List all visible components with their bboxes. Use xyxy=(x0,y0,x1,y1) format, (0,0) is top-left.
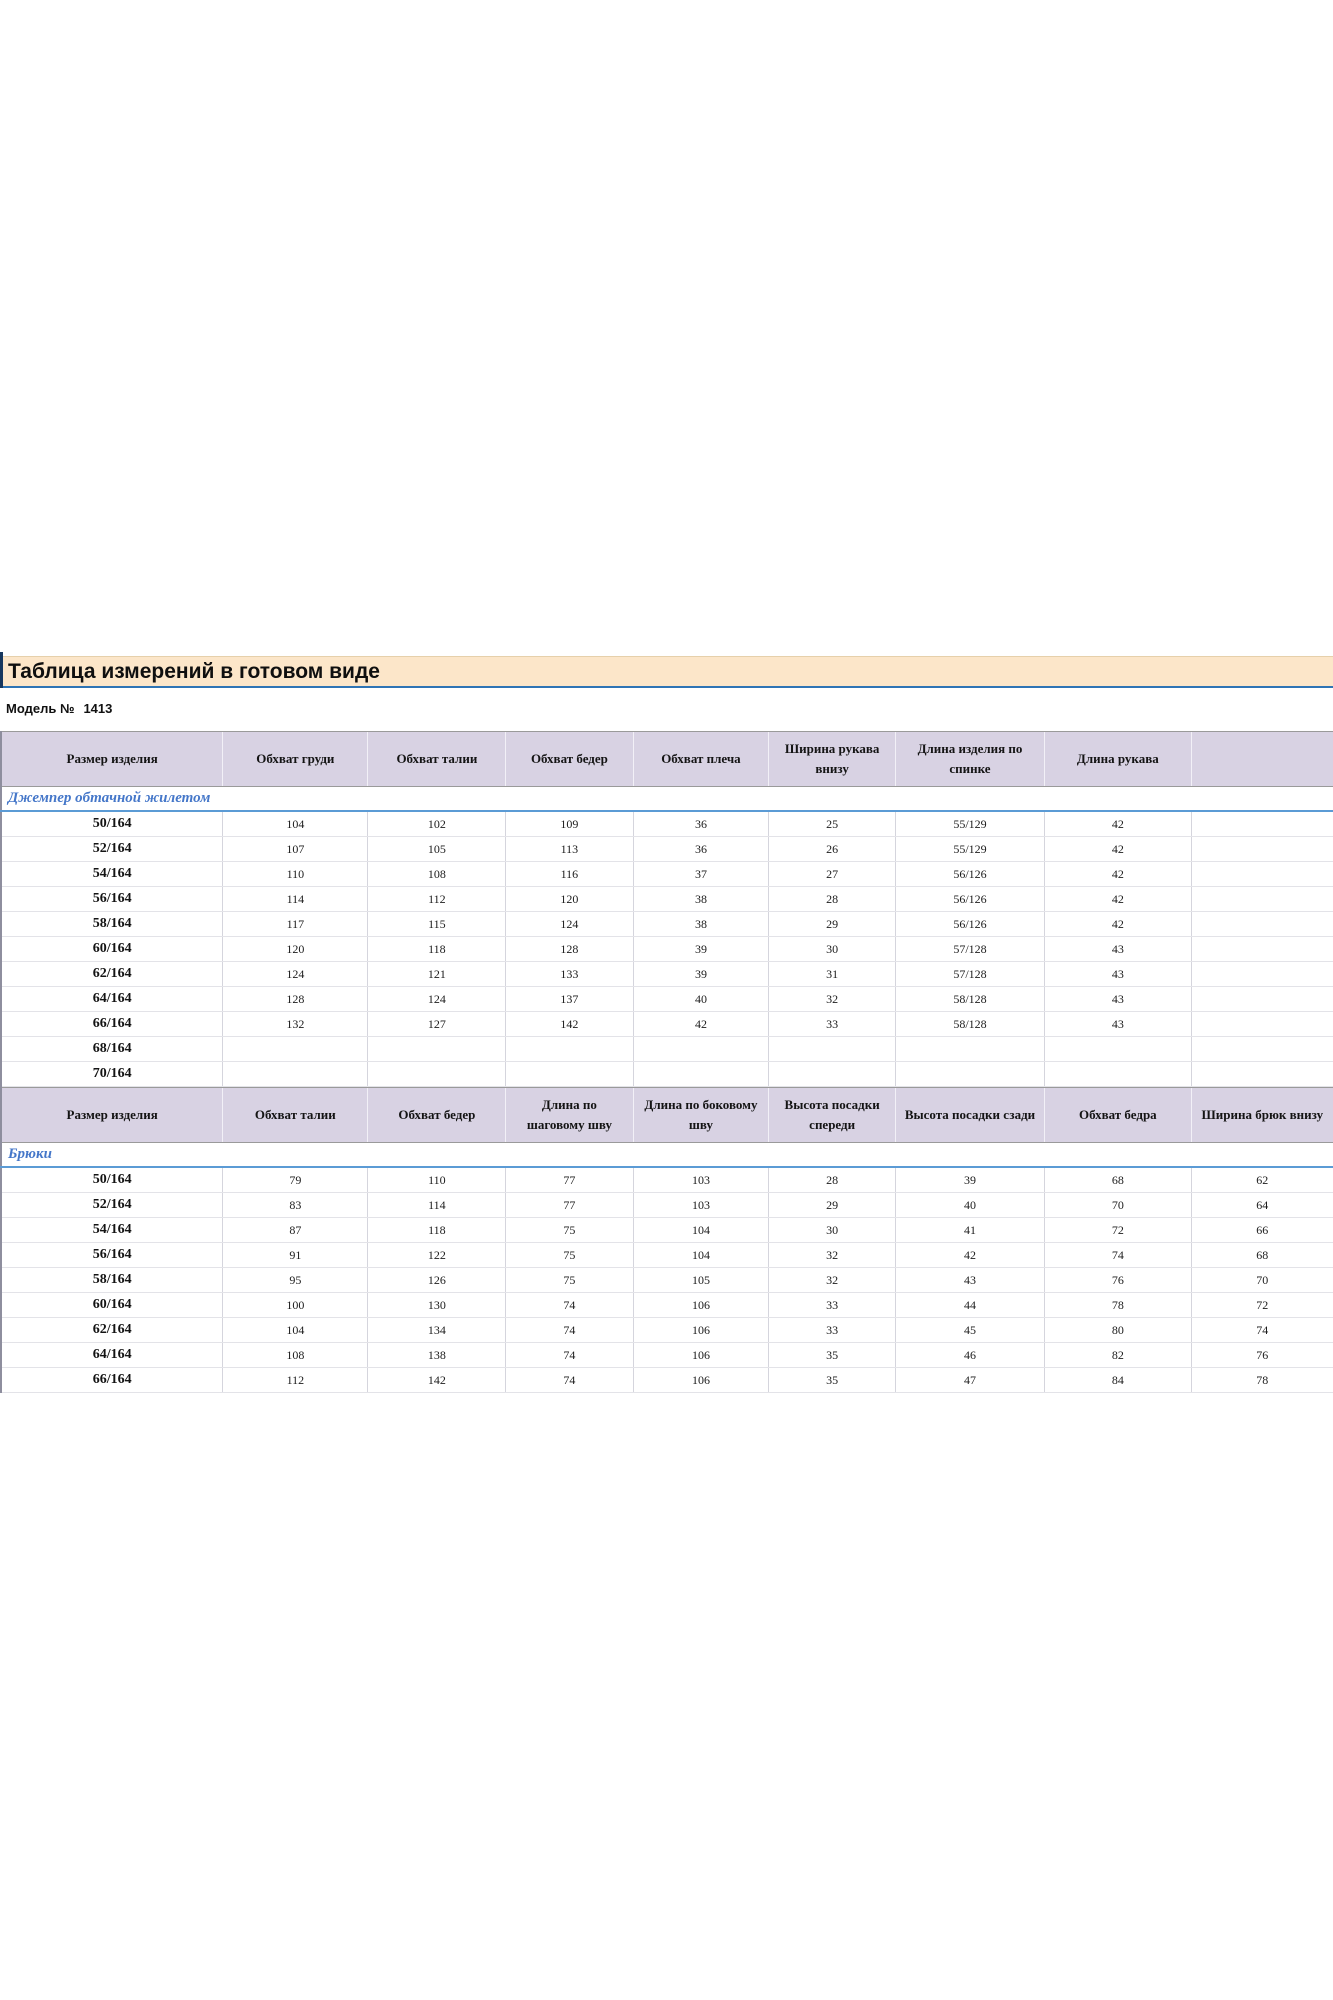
value-cell: 42 xyxy=(1045,837,1192,862)
value-cell: 108 xyxy=(223,1343,368,1368)
section-title: Брюки xyxy=(1,1143,1333,1168)
size-cell: 64/164 xyxy=(1,987,223,1012)
value-cell: 126 xyxy=(368,1268,506,1293)
value-cell xyxy=(223,1037,368,1062)
value-cell: 33 xyxy=(769,1012,896,1037)
value-cell: 104 xyxy=(633,1243,769,1268)
value-cell: 57/128 xyxy=(895,962,1044,987)
value-cell: 106 xyxy=(633,1293,769,1318)
value-cell: 74 xyxy=(1191,1318,1333,1343)
value-cell: 44 xyxy=(895,1293,1044,1318)
value-cell xyxy=(1045,1062,1192,1087)
value-cell: 30 xyxy=(769,1218,896,1243)
value-cell: 72 xyxy=(1045,1218,1192,1243)
header-cell: Ширина рукава внизу xyxy=(769,732,896,787)
table-row xyxy=(1,1037,1333,1062)
size-cell: 54/164 xyxy=(1,1218,223,1243)
value-cell: 42 xyxy=(1045,811,1192,837)
value-cell xyxy=(633,1062,769,1087)
value-cell: 116 xyxy=(506,862,633,887)
size-cell: 50/164 xyxy=(1,811,223,837)
value-cell: 32 xyxy=(769,1243,896,1268)
value-cell xyxy=(895,1037,1044,1062)
value-cell: 130 xyxy=(368,1293,506,1318)
title-accent-bar xyxy=(0,652,3,688)
value-cell: 41 xyxy=(895,1218,1044,1243)
value-cell: 74 xyxy=(506,1343,633,1368)
value-cell: 104 xyxy=(633,1218,769,1243)
value-cell: 114 xyxy=(368,1193,506,1218)
value-cell xyxy=(1191,987,1333,1012)
value-cell: 74 xyxy=(1045,1243,1192,1268)
value-cell: 28 xyxy=(769,887,896,912)
header-cell: Обхват талии xyxy=(223,1088,368,1143)
value-cell xyxy=(1045,1037,1192,1062)
value-cell xyxy=(1191,1037,1333,1062)
value-cell xyxy=(1191,962,1333,987)
value-cell xyxy=(1191,811,1333,837)
value-cell: 138 xyxy=(368,1343,506,1368)
value-cell: 74 xyxy=(506,1318,633,1343)
value-cell: 28 xyxy=(769,1167,896,1193)
header-cell: Высота посадки спереди xyxy=(769,1088,896,1143)
header-cell: Длина рукава xyxy=(1045,732,1192,787)
value-cell: 72 xyxy=(1191,1293,1333,1318)
value-cell: 128 xyxy=(223,987,368,1012)
value-cell xyxy=(1191,887,1333,912)
size-cell: 52/164 xyxy=(1,1193,223,1218)
value-cell: 64 xyxy=(1191,1193,1333,1218)
value-cell: 110 xyxy=(368,1167,506,1193)
size-cell: 56/164 xyxy=(1,887,223,912)
value-cell: 62 xyxy=(1191,1167,1333,1193)
value-cell: 39 xyxy=(633,937,769,962)
header-cell: Обхват плеча xyxy=(633,732,769,787)
header-cell xyxy=(1191,732,1333,787)
value-cell: 133 xyxy=(506,962,633,987)
size-cell: 62/164 xyxy=(1,1318,223,1343)
value-cell: 58/128 xyxy=(895,987,1044,1012)
table-row xyxy=(1,1243,1333,1268)
size-cell: 64/164 xyxy=(1,1343,223,1368)
size-cell: 68/164 xyxy=(1,1037,223,1062)
value-cell xyxy=(769,1037,896,1062)
value-cell: 32 xyxy=(769,987,896,1012)
section-row xyxy=(1,787,1333,812)
value-cell: 142 xyxy=(506,1012,633,1037)
value-cell: 87 xyxy=(223,1218,368,1243)
value-cell xyxy=(506,1062,633,1087)
table-row xyxy=(1,1012,1333,1037)
value-cell: 105 xyxy=(368,837,506,862)
table-row xyxy=(1,937,1333,962)
size-cell: 58/164 xyxy=(1,1268,223,1293)
value-cell: 128 xyxy=(506,937,633,962)
header-cell: Высота посадки сзади xyxy=(895,1088,1044,1143)
table-row xyxy=(1,811,1333,837)
value-cell: 132 xyxy=(223,1012,368,1037)
value-cell: 57/128 xyxy=(895,937,1044,962)
value-cell: 100 xyxy=(223,1293,368,1318)
value-cell: 107 xyxy=(223,837,368,862)
header-cell: Длина по шаговому шву xyxy=(506,1088,633,1143)
value-cell: 55/129 xyxy=(895,837,1044,862)
value-cell: 109 xyxy=(506,811,633,837)
value-cell: 30 xyxy=(769,937,896,962)
size-cell: 56/164 xyxy=(1,1243,223,1268)
table-row xyxy=(1,1193,1333,1218)
value-cell: 35 xyxy=(769,1343,896,1368)
value-cell: 75 xyxy=(506,1218,633,1243)
value-cell: 42 xyxy=(1045,887,1192,912)
value-cell: 45 xyxy=(895,1318,1044,1343)
header-cell: Размер изделия xyxy=(1,1088,223,1143)
header-cell: Обхват груди xyxy=(223,732,368,787)
table-row xyxy=(1,887,1333,912)
header-row xyxy=(1,1088,1333,1143)
value-cell: 37 xyxy=(633,862,769,887)
size-cell: 70/164 xyxy=(1,1062,223,1087)
value-cell: 42 xyxy=(1045,862,1192,887)
value-cell: 114 xyxy=(223,887,368,912)
measurement-table-trousers xyxy=(0,1087,1333,1393)
value-cell: 76 xyxy=(1191,1343,1333,1368)
value-cell: 43 xyxy=(1045,987,1192,1012)
table-row xyxy=(1,1343,1333,1368)
value-cell: 29 xyxy=(769,1193,896,1218)
value-cell: 66 xyxy=(1191,1218,1333,1243)
value-cell: 137 xyxy=(506,987,633,1012)
value-cell: 77 xyxy=(506,1193,633,1218)
value-cell xyxy=(1191,937,1333,962)
header-cell: Обхват бедра xyxy=(1045,1088,1192,1143)
value-cell: 84 xyxy=(1045,1368,1192,1393)
value-cell xyxy=(368,1037,506,1062)
size-cell: 62/164 xyxy=(1,962,223,987)
value-cell: 40 xyxy=(895,1193,1044,1218)
value-cell: 120 xyxy=(223,937,368,962)
table-row xyxy=(1,1368,1333,1393)
value-cell: 74 xyxy=(506,1368,633,1393)
header-cell: Размер изделия xyxy=(1,732,223,787)
value-cell: 134 xyxy=(368,1318,506,1343)
measurement-table-jumper xyxy=(0,731,1333,1087)
value-cell: 25 xyxy=(769,811,896,837)
value-cell: 122 xyxy=(368,1243,506,1268)
value-cell: 103 xyxy=(633,1193,769,1218)
table-row xyxy=(1,1167,1333,1193)
value-cell: 120 xyxy=(506,887,633,912)
size-cell: 60/164 xyxy=(1,1293,223,1318)
value-cell: 124 xyxy=(223,962,368,987)
value-cell: 39 xyxy=(633,962,769,987)
table-row xyxy=(1,1318,1333,1343)
table-row xyxy=(1,1218,1333,1243)
table-row xyxy=(1,862,1333,887)
value-cell: 79 xyxy=(223,1167,368,1193)
value-cell: 33 xyxy=(769,1318,896,1343)
value-cell: 43 xyxy=(895,1268,1044,1293)
value-cell: 36 xyxy=(633,811,769,837)
value-cell xyxy=(223,1062,368,1087)
value-cell: 70 xyxy=(1191,1268,1333,1293)
value-cell: 113 xyxy=(506,837,633,862)
value-cell: 38 xyxy=(633,912,769,937)
value-cell: 43 xyxy=(1045,962,1192,987)
value-cell: 46 xyxy=(895,1343,1044,1368)
value-cell: 91 xyxy=(223,1243,368,1268)
value-cell: 39 xyxy=(895,1167,1044,1193)
table-row xyxy=(1,1268,1333,1293)
table-row xyxy=(1,987,1333,1012)
value-cell: 55/129 xyxy=(895,811,1044,837)
value-cell: 118 xyxy=(368,937,506,962)
value-cell: 127 xyxy=(368,1012,506,1037)
value-cell: 56/126 xyxy=(895,887,1044,912)
size-cell: 52/164 xyxy=(1,837,223,862)
table-row xyxy=(1,912,1333,937)
value-cell: 103 xyxy=(633,1167,769,1193)
spreadsheet-page xyxy=(0,656,1333,1393)
value-cell: 124 xyxy=(368,987,506,1012)
value-cell: 35 xyxy=(769,1368,896,1393)
size-cell: 66/164 xyxy=(1,1012,223,1037)
value-cell: 105 xyxy=(633,1268,769,1293)
value-cell: 102 xyxy=(368,811,506,837)
value-cell: 77 xyxy=(506,1167,633,1193)
value-cell: 112 xyxy=(223,1368,368,1393)
value-cell: 29 xyxy=(769,912,896,937)
value-cell: 118 xyxy=(368,1218,506,1243)
value-cell: 38 xyxy=(633,887,769,912)
value-cell: 106 xyxy=(633,1368,769,1393)
value-cell: 36 xyxy=(633,837,769,862)
value-cell: 106 xyxy=(633,1318,769,1343)
value-cell: 27 xyxy=(769,862,896,887)
value-cell xyxy=(506,1037,633,1062)
model-number: 1413 xyxy=(83,701,113,716)
model-line xyxy=(6,701,1333,716)
value-cell: 75 xyxy=(506,1268,633,1293)
value-cell: 112 xyxy=(368,887,506,912)
value-cell: 142 xyxy=(368,1368,506,1393)
title-bar xyxy=(0,656,1333,688)
value-cell: 117 xyxy=(223,912,368,937)
value-cell: 68 xyxy=(1045,1167,1192,1193)
value-cell: 42 xyxy=(633,1012,769,1037)
page-title: Таблица измерений в готовом виде xyxy=(8,659,380,683)
section-row xyxy=(1,1143,1333,1168)
model-label: Модель № xyxy=(6,701,75,716)
value-cell: 83 xyxy=(223,1193,368,1218)
value-cell: 80 xyxy=(1045,1318,1192,1343)
header-cell: Обхват талии xyxy=(368,732,506,787)
value-cell xyxy=(1191,912,1333,937)
header-cell: Обхват бедер xyxy=(506,732,633,787)
value-cell: 42 xyxy=(895,1243,1044,1268)
size-cell: 54/164 xyxy=(1,862,223,887)
size-cell: 50/164 xyxy=(1,1167,223,1193)
value-cell: 95 xyxy=(223,1268,368,1293)
value-cell: 43 xyxy=(1045,1012,1192,1037)
value-cell: 32 xyxy=(769,1268,896,1293)
value-cell: 74 xyxy=(506,1293,633,1318)
value-cell: 56/126 xyxy=(895,912,1044,937)
value-cell: 104 xyxy=(223,1318,368,1343)
value-cell: 47 xyxy=(895,1368,1044,1393)
header-cell: Ширина брюк внизу xyxy=(1191,1088,1333,1143)
value-cell: 78 xyxy=(1045,1293,1192,1318)
header-cell: Обхват бедер xyxy=(368,1088,506,1143)
value-cell xyxy=(1191,862,1333,887)
value-cell: 110 xyxy=(223,862,368,887)
value-cell: 56/126 xyxy=(895,862,1044,887)
value-cell xyxy=(895,1062,1044,1087)
section-title: Джемпер обтачной жилетом xyxy=(1,787,1333,812)
value-cell: 42 xyxy=(1045,912,1192,937)
value-cell xyxy=(1191,837,1333,862)
header-cell: Длина по боковому шву xyxy=(633,1088,769,1143)
header-cell: Длина изделия по спинке xyxy=(895,732,1044,787)
size-cell: 60/164 xyxy=(1,937,223,962)
size-cell: 58/164 xyxy=(1,912,223,937)
value-cell: 82 xyxy=(1045,1343,1192,1368)
value-cell: 75 xyxy=(506,1243,633,1268)
value-cell: 121 xyxy=(368,962,506,987)
value-cell: 68 xyxy=(1191,1243,1333,1268)
value-cell xyxy=(1191,1012,1333,1037)
value-cell: 78 xyxy=(1191,1368,1333,1393)
value-cell xyxy=(769,1062,896,1087)
value-cell: 33 xyxy=(769,1293,896,1318)
value-cell: 31 xyxy=(769,962,896,987)
table-row xyxy=(1,1293,1333,1318)
value-cell xyxy=(633,1037,769,1062)
header-row xyxy=(1,732,1333,787)
value-cell: 58/128 xyxy=(895,1012,1044,1037)
value-cell: 70 xyxy=(1045,1193,1192,1218)
value-cell: 124 xyxy=(506,912,633,937)
table-row xyxy=(1,1062,1333,1087)
value-cell xyxy=(1191,1062,1333,1087)
table-row xyxy=(1,837,1333,862)
value-cell: 108 xyxy=(368,862,506,887)
value-cell: 76 xyxy=(1045,1268,1192,1293)
value-cell: 104 xyxy=(223,811,368,837)
value-cell: 26 xyxy=(769,837,896,862)
value-cell xyxy=(368,1062,506,1087)
value-cell: 106 xyxy=(633,1343,769,1368)
table-row xyxy=(1,962,1333,987)
value-cell: 43 xyxy=(1045,937,1192,962)
value-cell: 115 xyxy=(368,912,506,937)
value-cell: 40 xyxy=(633,987,769,1012)
size-cell: 66/164 xyxy=(1,1368,223,1393)
